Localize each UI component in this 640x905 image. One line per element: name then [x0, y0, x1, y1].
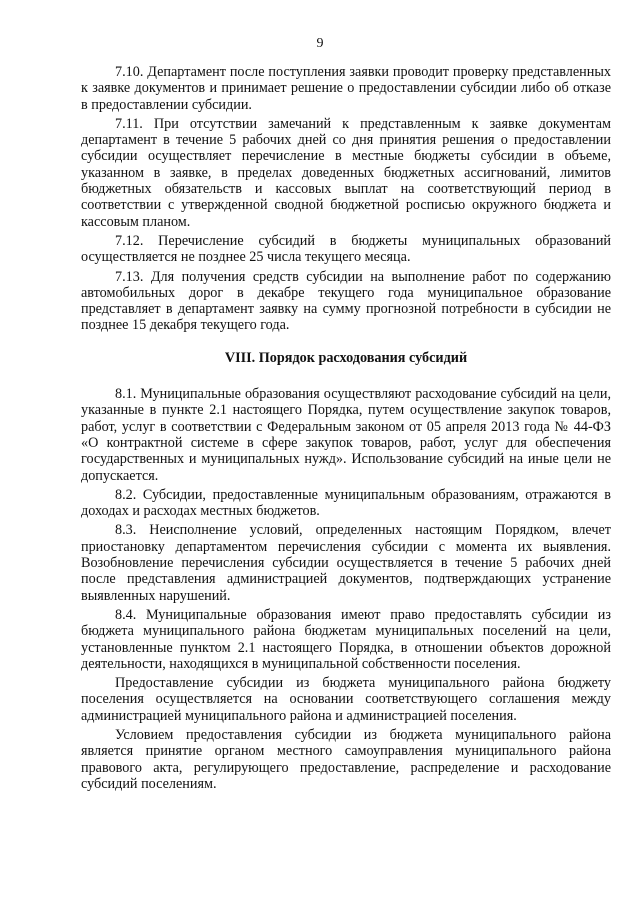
- paragraph-8-1: 8.1. Муниципальные образования осуществляют расходование субсидий на цели, указанные в пункте 2.1 настоящего Порядка, путем осуществление закупок товаров, работ, услуг в соответствии с Федеральным законом от 05 апреля 2013 года № 44-ФЗ «О контрактной системе в сфере закупок товаров, работ, услуг для обеспечения государственных и муниципальных нужд». Использование субсидий на иные цели не допускается.: [81, 386, 611, 484]
- paragraph-7-11: 7.11. При отсутствии замечаний к представленным к заявке документам департамент в течение 5 рабочих дней со дня принятия решения о предоставлении субсидии осуществляет перечисление в местные бюджеты субсидии в объеме, указанном в заявке, в пределах доведенных бюджетных ассигнований, лимитов бюджетных обязательств и кассовых выплат на соответствующий период в соответствии с утвержденной сводной бюджетной росписью окружного бюджета и кассовым планом.: [81, 115, 611, 230]
- paragraph-8-2: 8.2. Субсидии, предоставленные муниципальным образованиям, отражаются в доходах и расходах местных бюджетов.: [81, 486, 611, 520]
- section-heading: VIII. Порядок расходования субсидий: [224, 349, 468, 366]
- paragraph-7-12: 7.12. Перечисление субсидий в бюджеты муниципальных образований осуществляется не позднее 25 числа текущего месяца.: [81, 232, 611, 266]
- document-body: [81, 64, 611, 795]
- page-number: 9: [316, 36, 324, 51]
- paragraph-subsidy-condition: Условием предоставления субсидии из бюджета муниципального района является принятие органом местного самоуправления муниципального района правового акта, регулирующего предоставление, распределение и расходование субсидий поселениям.: [81, 726, 611, 792]
- paragraph-8-4: 8.4. Муниципальные образования имеют право предоставлять субсидии из бюджета муниципального района бюджетам муниципальных поселений на цели, установленные пунктом 2.1 настоящего Порядка, в отношении объектов дорожной деятельности, находящихся в муниципальной собственности поселения.: [81, 606, 611, 672]
- paragraph-7-13: 7.13. Для получения средств субсидии на выполнение работ по содержанию автомобильных дорог в декабре текущего года муниципальное образование представляет в департамент заявку на сумму прогнозной потребности в субсидии не позднее 15 декабря текущего года.: [81, 268, 611, 334]
- paragraph-7-10: 7.10. Департамент после поступления заявки проводит проверку представленных к заявке документов и принимает решение о предоставлении субсидии либо об отказе в предоставлении субсидии.: [81, 64, 611, 113]
- paragraph-subsidy-provision: Предоставление субсидии из бюджета муниципального района бюджету поселения осуществляется на основании соответствующего соглашения между администрацией муниципального района и администрацией поселения.: [81, 675, 611, 724]
- paragraph-8-3: 8.3. Неисполнение условий, определенных настоящим Порядком, влечет приостановку департаментом перечисления субсидии с момента их выявления. Возобновление перечисления субсидии осуществляется в течение 5 рабочих дней после представления администрацией документов, подтверждающих устранение выявленных нарушений.: [81, 522, 611, 604]
